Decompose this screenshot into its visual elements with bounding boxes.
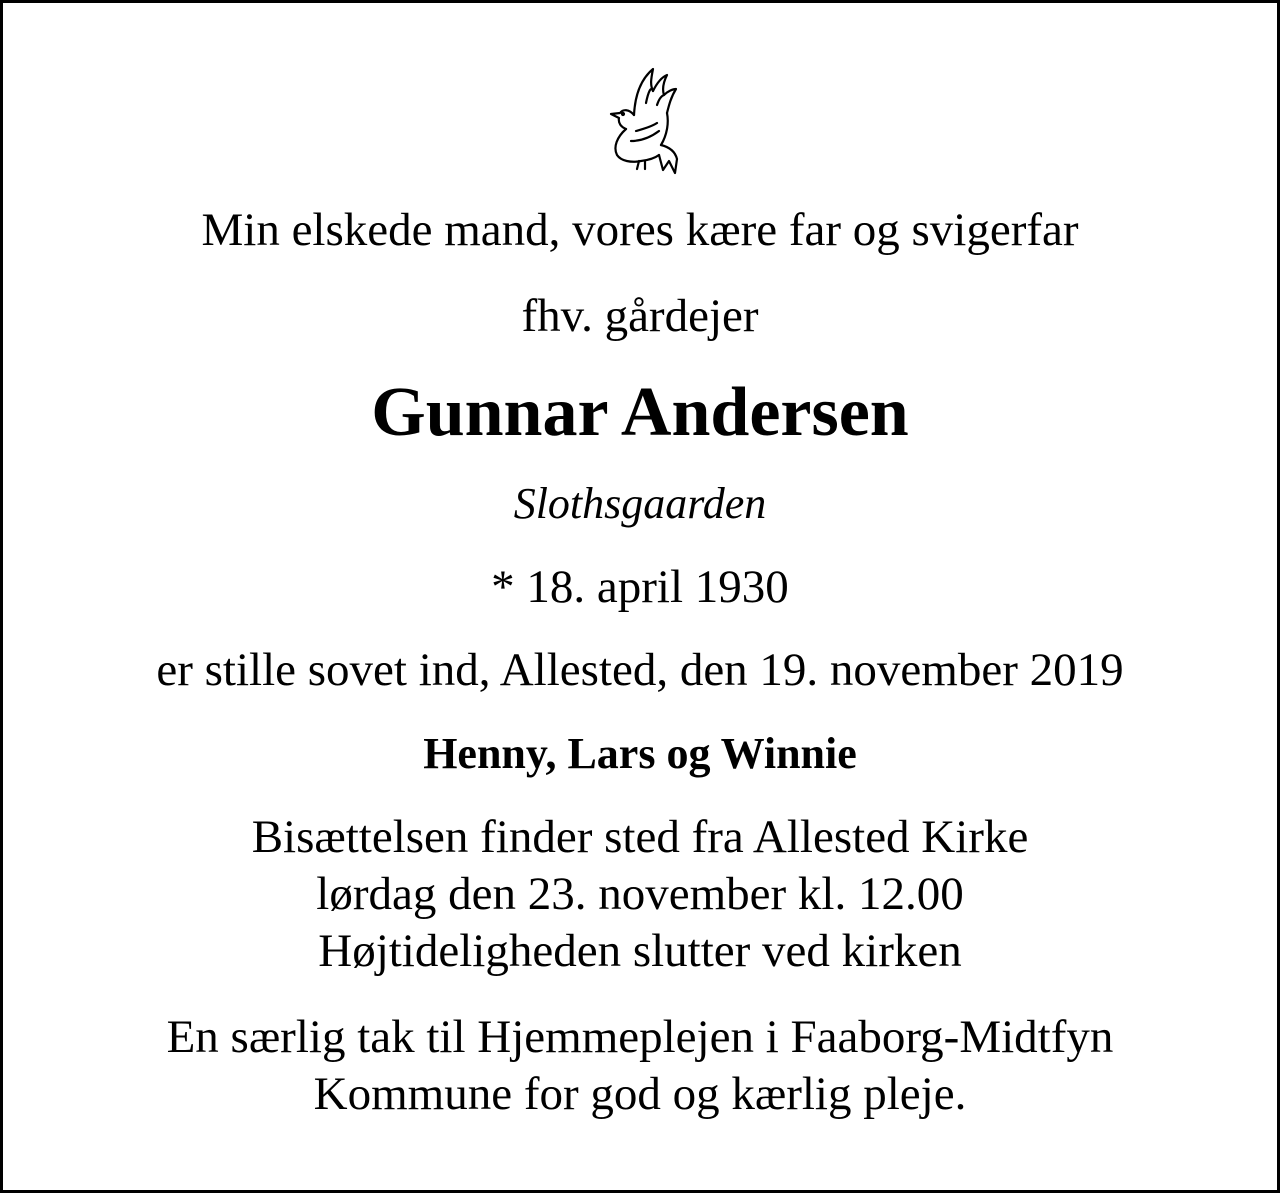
thanks-text (3, 1009, 1277, 1123)
thanks-line: Kommune for god og kærlig pleje. (313, 1068, 967, 1120)
dove-icon (601, 65, 683, 177)
deceased-name: Gunnar Andersen (371, 374, 909, 451)
funeral-line: lørdag den 23. november kl. 12.00 (316, 868, 964, 920)
funeral-line: Højtideligheden slutter ved kirken (318, 925, 962, 977)
occupation-title: fhv. gårdejer (521, 290, 759, 342)
funeral-details (3, 809, 1277, 980)
funeral-line: Bisættelsen finder sted fra Allested Kirke (251, 811, 1029, 863)
place-name: Slothsgaarden (513, 479, 767, 528)
thanks-line: En særlig tak til Hjemmeplejen i Faaborg-Midtfyn (166, 1011, 1114, 1063)
intro-text: Min elskede mand, vores kære far og svigerfar (201, 204, 1079, 256)
family-names: Henny, Lars og Winnie (423, 729, 857, 778)
death-notice: er stille sovet ind, Allested, den 19. november 2019 (156, 644, 1124, 696)
birth-date: * 18. april 1930 (491, 561, 789, 613)
